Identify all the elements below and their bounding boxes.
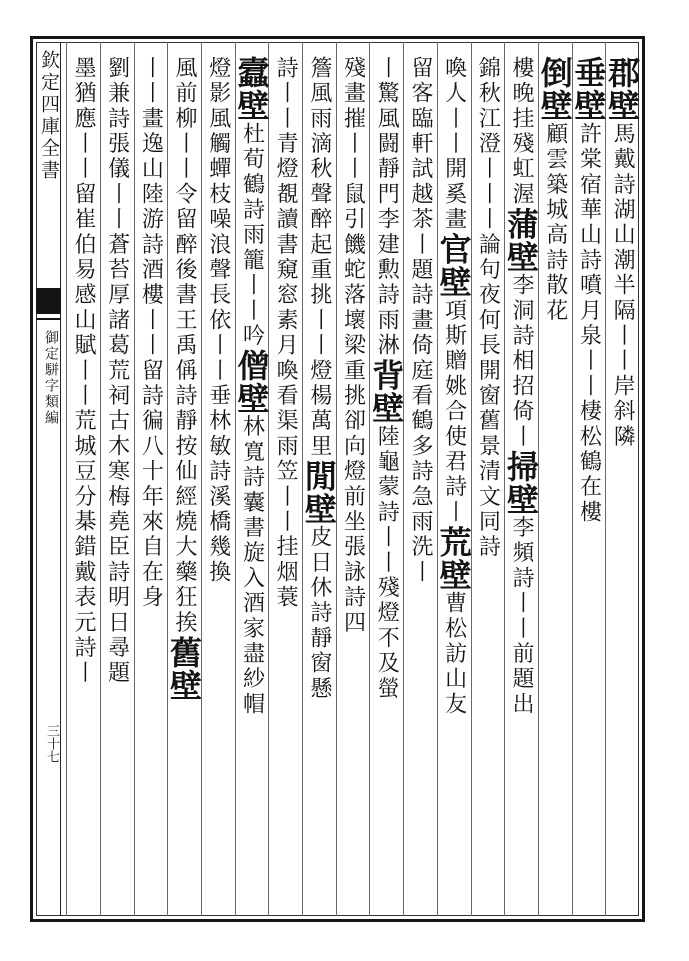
headword: 背壁 (367, 358, 406, 425)
headword: 官壁 (434, 232, 473, 299)
column-text: 曹松訪山友 (441, 591, 467, 718)
column-text: 樓晚挂殘虹渥 (509, 56, 535, 208)
column-text: 長依丨丨垂林敏詩溪橋幾換 (205, 282, 231, 586)
headword: 蒲壁 (502, 207, 541, 274)
text-column (61, 56, 105, 906)
headword: 倒壁 (535, 56, 574, 122)
column-text: 燈影風觸蟬枝噪浪聲 (205, 56, 231, 283)
column-text: 詩急雨洗丨 (407, 459, 433, 586)
book-title: 欽定四庫全書 (38, 50, 60, 182)
book-subtitle: 御定駢字類編 (43, 330, 59, 426)
column-text: 李頻詩丨丨前題出 (509, 515, 535, 718)
column-text: 重挑卻向燈前坐張詠詩四 (340, 358, 366, 636)
headword: 荒壁 (434, 525, 473, 592)
column-text: 杜荀鶴詩雨籠丨丨吟 (239, 122, 265, 349)
folio-number: 三十七 (44, 724, 59, 763)
headword: 垂壁 (569, 56, 608, 122)
fish-tail-mark (36, 288, 61, 314)
column-text: 開窗舊景清文同詩 (475, 358, 501, 561)
column-text: 顧雲築城高詩散花 (542, 122, 568, 324)
headword: 郡壁 (603, 56, 642, 122)
headword: 閒壁 (299, 459, 338, 526)
column-text: 留客臨軒試越茶 (407, 56, 433, 233)
column-text: 皮日休詩靜窗懸 (306, 525, 332, 702)
column-text: 詩丨丨青燈覩讀書窺窓素月喚看渠 (273, 56, 299, 434)
column-text: 丨驚風闘靜門李建勲詩雨淋 (374, 56, 400, 359)
column-text: 丨丨畫逸山陸游詩酒樓丨丨留詩徧八十年來自在身 (138, 56, 164, 611)
column-text: 簷風雨滴秋聲醉起重挑丨丨燈楊萬里 (306, 56, 332, 460)
column-text: 雨笠丨丨挂烟蓑 (273, 434, 299, 611)
column-text: 林寬詩囊書旋入酒家盡紗帽 (239, 414, 265, 718)
column-text: 許棠宿華山詩噴月泉丨丨棲松鶴在樓 (576, 122, 602, 526)
column-text: 項斯贈姚合使君詩丨 (441, 298, 467, 526)
column-text: 喚人丨丨開奚畫 (441, 56, 467, 233)
column-text: 錦秋江澄丨丨 (475, 56, 501, 208)
column-text: 墨猶應丨丨留崔伯易感山賦丨丨荒城豆分棊錯戴表元詩丨 (70, 56, 96, 686)
column-text: 丨論句夜何長 (475, 207, 501, 359)
column-text: 李洞詩相招倚丨 (509, 273, 535, 450)
column-text: 馬戴詩湖山潮半隔丨丨岸斜隣 (610, 122, 636, 450)
headword: 僧壁 (232, 348, 271, 415)
fish-tail-rule (36, 318, 61, 320)
headword: 蠧壁 (232, 56, 271, 122)
column-text: 陸龜蒙詩丨丨殘燈不及螢 (374, 424, 400, 702)
column-text: 殘畫摧丨丨鼠引饑蛇落壞梁 (340, 56, 366, 359)
column-text: 風前柳丨丨令留醉後書王禹偁詩靜按仙經燒大藥狂挨 (172, 56, 198, 636)
column-text: 劉兼詩張儀丨丨蒼苔厚諸葛荒祠古木寒梅堯臣詩明日尋題 (104, 56, 130, 686)
headword: 掃壁 (502, 449, 541, 516)
column-text: 丨題詩畫倚庭看鶴多 (407, 232, 433, 460)
headword: 舊壁 (165, 635, 204, 702)
